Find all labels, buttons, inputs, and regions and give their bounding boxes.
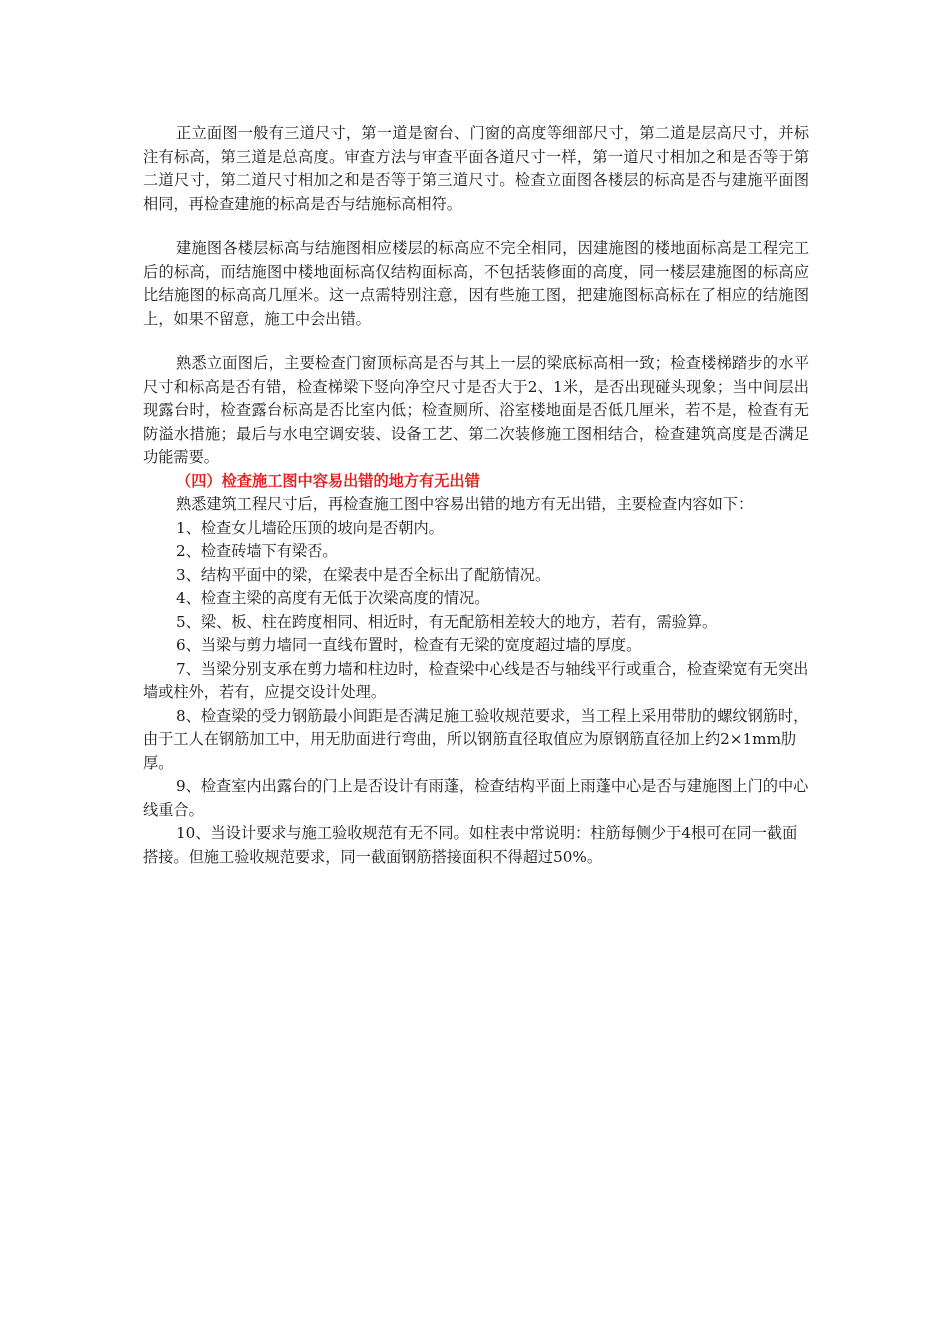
list-item: 9、检查室内出露台的门上是否设计有雨蓬，检查结构平面上雨蓬中心是否与建施图上门的中心线重合。: [143, 777, 809, 819]
list-item: 3、结构平面中的梁，在梁表中是否全标出了配筋情况。: [176, 565, 551, 584]
list-item: 7、当梁分别支承在剪力墙和柱边时，检查梁中心线是否与轴线平行或重合，检查梁宽有无突出墙或柱外，若有，应提交设计处理。: [143, 659, 809, 701]
list-item: 1、检查女儿墙砼压顶的坡向是否朝内。: [176, 518, 444, 537]
list-item: 2、检查砖墙下有梁否。: [176, 542, 338, 560]
paragraph-elevation-levels: 建施图各楼层标高与结施图相应楼层的标高应不完全相同，因建施图的楼地面标高是工程完工后的标高，而结施图中楼地面标高仅结构面标高，不包括装修面的高度，同一楼层建施图的标高应比结施图的标高高几厘米。这一点需特别注意，因有些施工图，把建施图标高标在了相应的结施图上，如果不留意，施工中会出错。: [143, 239, 809, 328]
list-item: 5、梁、板、柱在跨度相同、相近时，有无配筋相差较大的地方，若有，需验算。: [176, 612, 718, 631]
list-item: 4、检查主梁的高度有无低于次梁高度的情况。: [176, 589, 490, 607]
paragraph-elevation-dimensions: 正立面图一般有三道尺寸，第一道是窗台、门窗的高度等细部尺寸，第二道是层高尺寸，并标注有标高，第三道是总高度。审查方法与审查平面各道尺寸一样，第一道尺寸相加之和是否等于第二道尺寸，第二道尺寸相加之和是否等于第三道尺寸。检查立面图各楼层的标高是否与建施平面图相同，再检查建施的标高是否与结施标高相符。: [143, 124, 809, 213]
document-page: [143, 122, 809, 869]
section-heading: （四）检查施工图中容易出错的地方有无出错: [176, 471, 480, 490]
intro-text: 熟悉建筑工程尺寸后，再检查施工图中容易出错的地方有无出错，主要检查内容如下：: [176, 495, 754, 513]
list-item: 6、当梁与剪力墙同一直线布置时，检查有无梁的宽度超过墙的厚度。: [176, 636, 642, 654]
list-item: 8、检查梁的受力钢筋最小间距是否满足施工验收规范要求，当工程上采用带肋的螺纹钢筋时，由于工人在钢筋加工中，用无肋面进行弯曲，所以钢筋直径取值应为原钢筋直径加上约2×1mm肋厚。: [143, 706, 809, 772]
paragraph-elevation-checks: 熟悉立面图后，主要检查门窗顶标高是否与其上一层的梁底标高相一致；检查楼梯踏步的水平尺寸和标高是否有错，检查梯梁下竖向净空尺寸是否大于2、1米，是否出现碰头现象；当中间层出现露台时，检查露台标高是否比室内低；检查厕所、浴室楼地面是否低几厘米，若不是，检查有无防溢水措施；最后与水电空调安装、设备工艺、第二次装修施工图相结合，检查建筑高度是否满足功能需要。: [143, 354, 809, 466]
list-item: 10、当设计要求与施工验收规范有无不同。如柱表中常说明：柱筋每侧少于4根可在同一截面搭接。但施工验收规范要求，同一截面钢筋搭接面积不得超过50%。: [143, 824, 798, 866]
